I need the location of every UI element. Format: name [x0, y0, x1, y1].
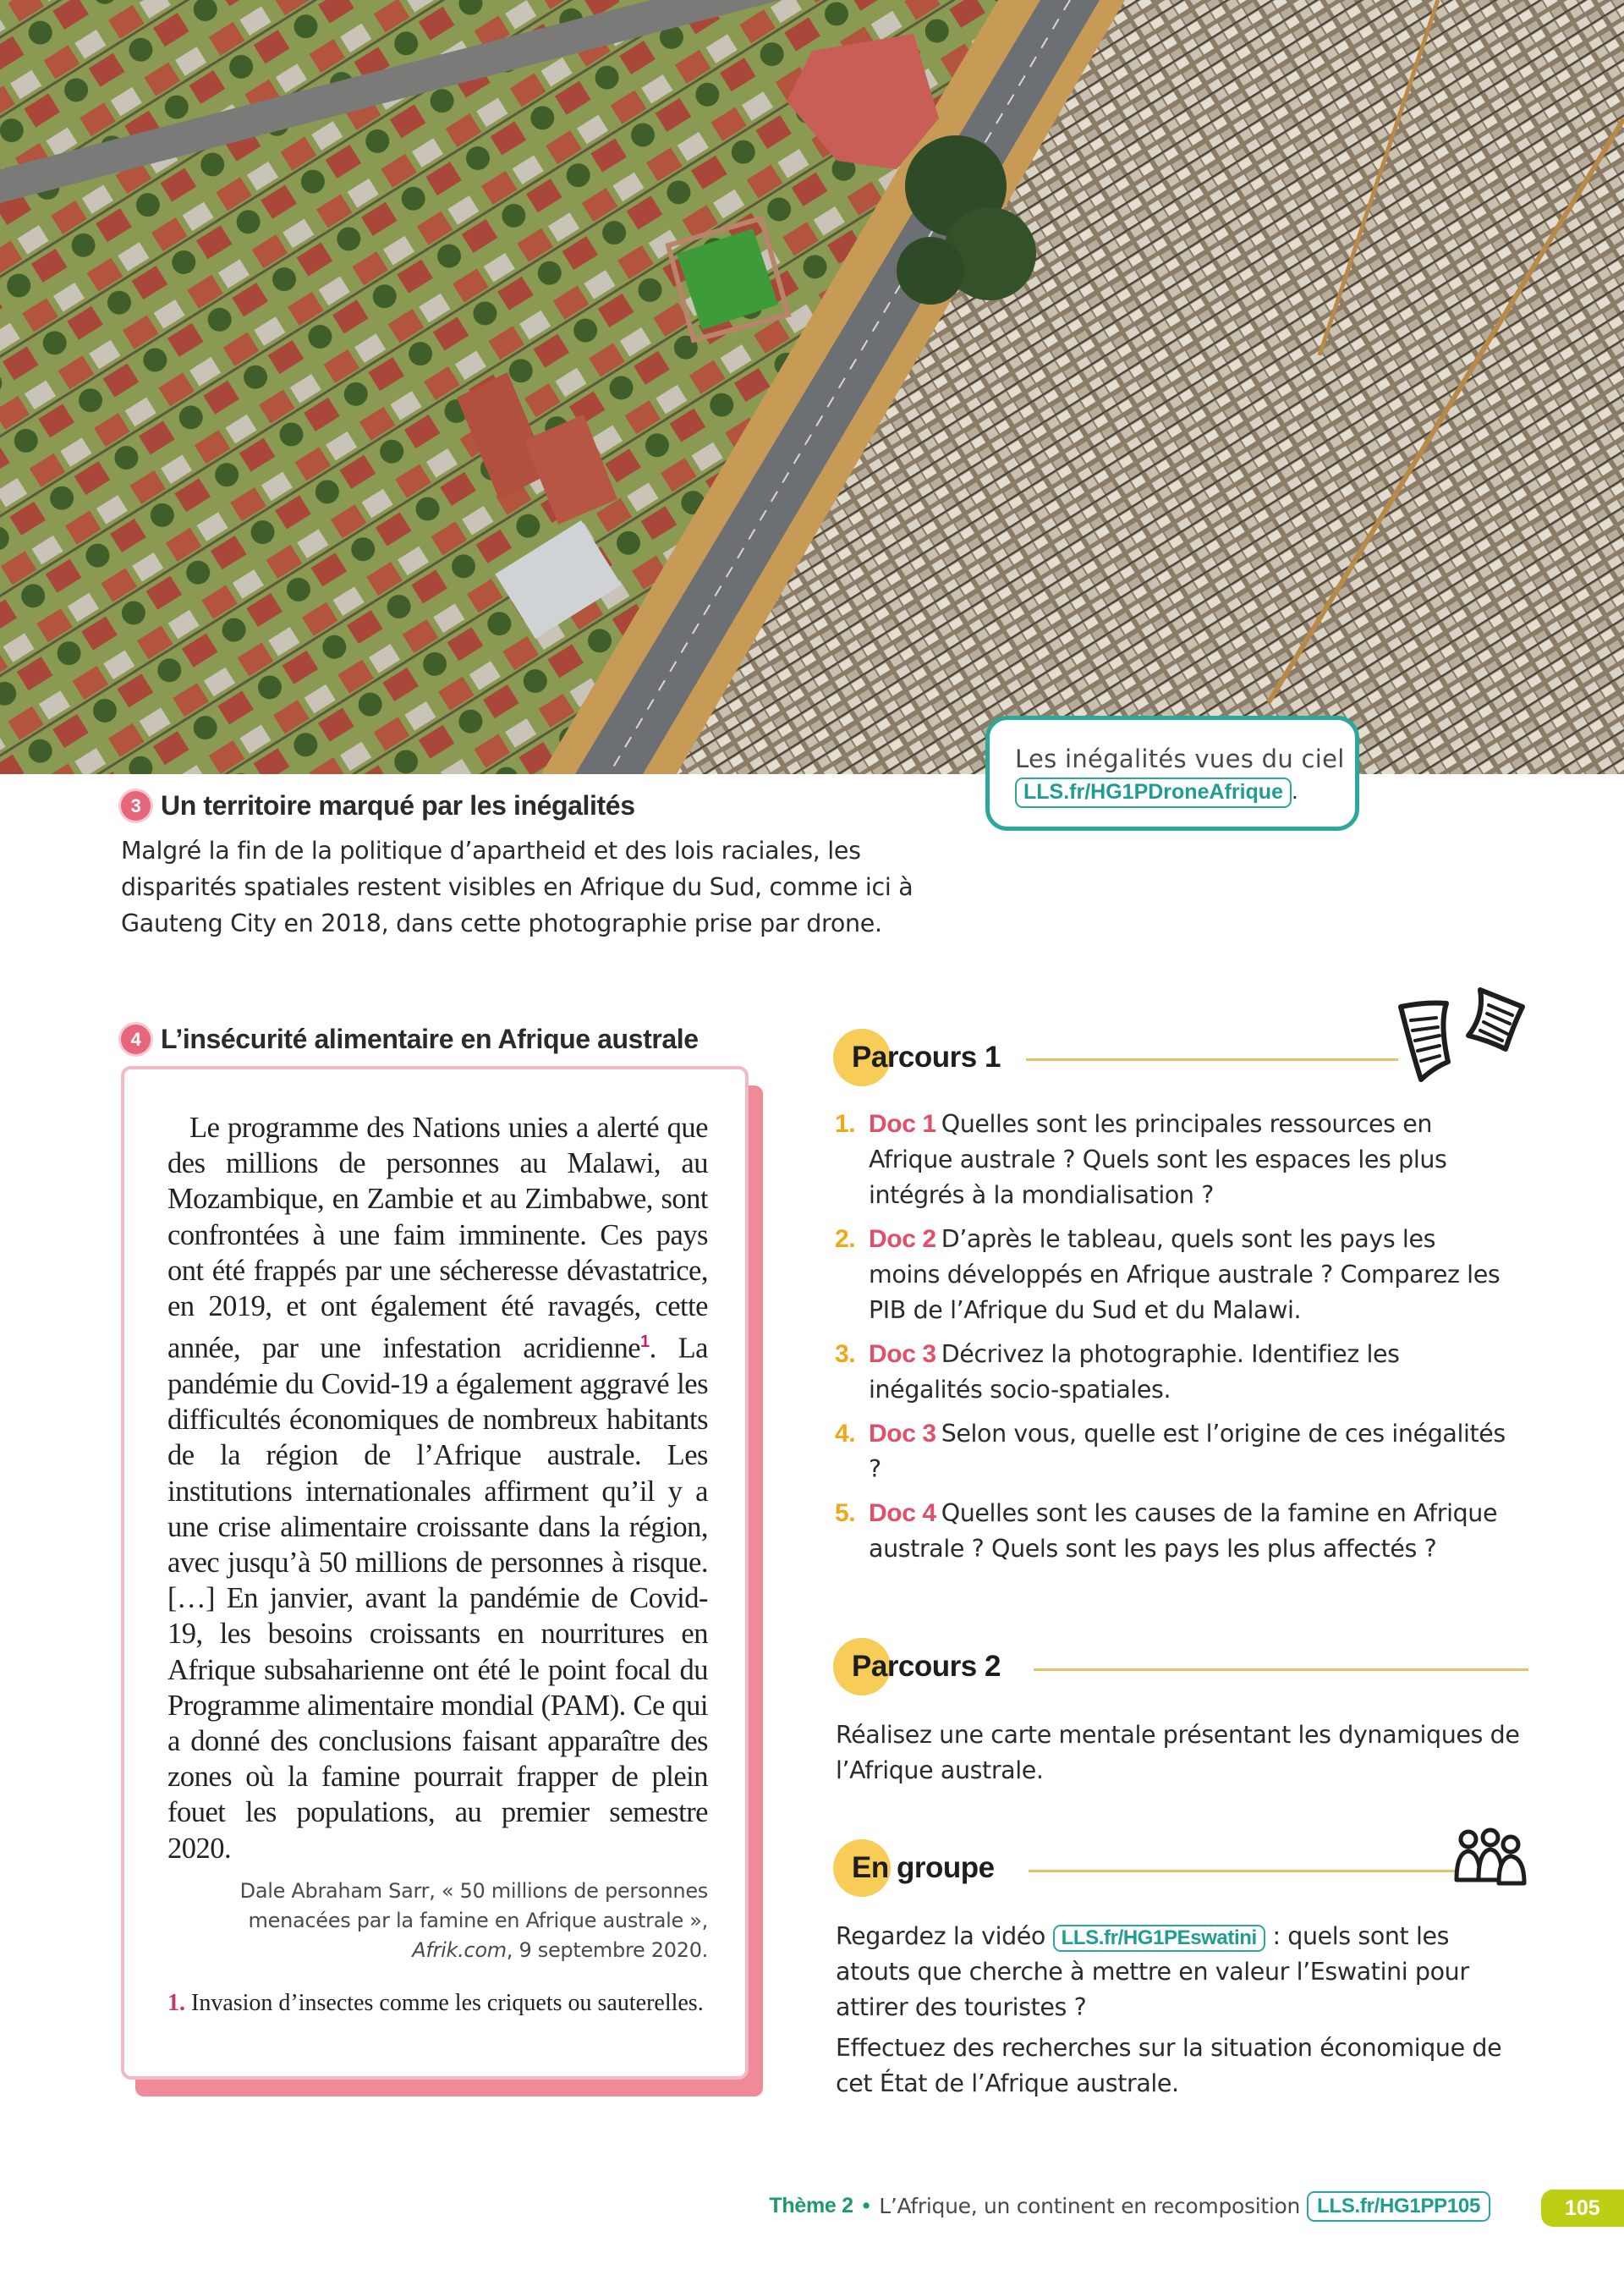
- source-publication: Afrik.com: [412, 1937, 507, 1962]
- en-groupe-label: [833, 1851, 995, 1885]
- doc-reference: Doc 4: [869, 1499, 936, 1527]
- video-callout: [985, 716, 1359, 831]
- question-text: Quelles sont les causes de la famine en Afrique australe ? Quels sont les pays les plus affectés ?: [869, 1499, 1498, 1563]
- parcours2-label: [833, 1650, 1001, 1684]
- question-text: D’après le tableau, quels sont les pays les moins développés en Afrique australe ? Comparez les PIB de l’Afrique du Sud et du Malawi.: [869, 1225, 1501, 1324]
- doc-reference: Doc 3: [869, 1340, 936, 1368]
- question-text: Décrivez la photographie. Identifiez les inégalités socio-spatiales.: [869, 1340, 1400, 1404]
- instruction-text-before: Regardez la vidéo: [836, 1922, 1045, 1950]
- source-date: , 9 septembre 2020.: [506, 1937, 708, 1962]
- doc3-title: Un territoire marqué par les inégalités: [161, 790, 635, 821]
- question-number: 1.: [835, 1110, 856, 1138]
- callout-link-row: [1015, 778, 1355, 808]
- question-item: [833, 1416, 1510, 1487]
- question-number: 5.: [835, 1499, 856, 1527]
- doc4-footnote: [167, 1987, 708, 2019]
- footnote-text: Invasion d’insectes comme les criquets ou sauterelles.: [191, 1989, 704, 2016]
- question-number: 3.: [835, 1340, 856, 1368]
- doc-reference: Doc 1: [869, 1110, 936, 1138]
- group-icon: [1453, 1827, 1529, 1888]
- label-rest: rcours 1: [886, 1041, 1001, 1074]
- parcours2-text: Réalisez une carte mentale présentant les dynamiques de l’Afrique australe.: [836, 1721, 1520, 1784]
- page-footer: [769, 2191, 1490, 2222]
- parcours1-questions: [833, 1107, 1510, 1575]
- eswatini-video-link[interactable]: LLS.fr/HG1PEswatini: [1053, 1925, 1265, 1952]
- footer-separator: •: [859, 2194, 873, 2219]
- parcours1-rule: [1026, 1058, 1398, 1061]
- aerial-photo: [0, 0, 1624, 774]
- quote-part-1: Le programme des Nations unies a alerté que des millions de personnes au Malawi, au Mozambique, en Zambie et au Zimbabwe, sont confrontées à une faim imminente. Ces pays ont été frappés par une sécheresse dévastatrice, en 2019, et ont également été ravagés, cette année, par une infestation acridienne: [167, 1112, 708, 1365]
- en-groupe-instruction-2: Effectuez des recherches sur la situation économique de cet État de l’Afrique australe.: [836, 2034, 1502, 2097]
- question-item: [833, 1107, 1510, 1213]
- doc4-source: [167, 1877, 708, 1965]
- question-text: Quelles sont les principales ressources en Afrique australe ? Quels sont les espaces les plus intégrés à la mondialisation ?: [869, 1110, 1447, 1209]
- callout-suffix: .: [1291, 778, 1298, 804]
- doc-reference: Doc 3: [869, 1420, 936, 1448]
- doc4-number-badge: 4: [121, 1025, 151, 1054]
- parcours1-label: [833, 1041, 1001, 1074]
- callout-text: Les inégalités vues du ciel: [1015, 745, 1345, 773]
- question-item: [833, 1496, 1510, 1567]
- doc3-heading: [121, 790, 635, 822]
- aerial-photo-illustration: [0, 0, 1624, 774]
- label-rest: rcours 2: [886, 1650, 1001, 1683]
- instruction-text-after: : quels sont les atouts que cherche à mettre en valeur l’Eswatini pour attirer des touristes ?: [836, 1922, 1469, 2021]
- question-number: 4.: [835, 1420, 856, 1448]
- footnote-number: 1.: [167, 1989, 185, 2016]
- en-groupe-instruction-1: [836, 1919, 1529, 2025]
- en-groupe-title: [833, 1851, 995, 1885]
- doc-reference: Doc 2: [869, 1225, 936, 1253]
- parcours1-title: [833, 1041, 1001, 1074]
- question-item: [833, 1337, 1510, 1408]
- en-groupe-rule: [1029, 1870, 1460, 1872]
- label-highlight: Pa: [852, 1650, 887, 1683]
- quote-part-2: . La pandémie du Covid-19 a également aggravé les difficultés économiques de nombreux habitants de la région de l’Afrique australe. Les institutions internationales affirment qu’il y a une crise alimentaire croissante dans la région, avec jusqu’à 50 millions de personnes à risque. […] En janvier, avant la pandémie de Covid-19, les besoins croissants en nourritures en Afrique subsaharienne ont été le point focal du Programme alimentaire mondial (PAM). Ce qui a donné des conclusions faisant apparaître des zones où la famine pourrait frapper de plein fouet les populations, au premier semestre 2020.: [167, 1332, 708, 1865]
- question-text: Selon vous, quelle est l’origine de ces inégalités ?: [869, 1420, 1506, 1483]
- doc4-heading: [121, 1024, 699, 1055]
- drone-video-link[interactable]: LLS.fr/HG1PDroneAfrique: [1015, 778, 1292, 808]
- source-author-title: Dale Abraham Sarr, « 50 millions de personnes menacées par la famine en Afrique australe »,: [239, 1878, 708, 1932]
- doc4-title: L’insécurité alimentaire en Afrique australe: [161, 1024, 699, 1054]
- parcours2-rule: [1034, 1668, 1528, 1671]
- question-item: [833, 1222, 1510, 1328]
- page-number-tab: 105: [1541, 2190, 1624, 2227]
- footnote-reference: 1: [640, 1333, 650, 1352]
- doc4-quote: [167, 1110, 708, 1866]
- label-highlight: En: [852, 1851, 889, 1884]
- parcours2-title: [833, 1650, 1001, 1684]
- label-rest: groupe: [888, 1851, 995, 1884]
- page-link[interactable]: LLS.fr/HG1PP105: [1307, 2191, 1490, 2222]
- footer-theme: Thème 2: [769, 2194, 853, 2218]
- doc4-textbox: [121, 1066, 749, 2080]
- doc3-caption: Malgré la fin de la politique d’apartheid et des lois raciales, les disparités spatiales restent visibles en Afrique du Sud, comme ici à Gauteng City en 2018, dans cette photographie prise par drone.: [121, 837, 914, 937]
- footer-subtitle: L’Afrique, un continent en recomposition: [879, 2194, 1301, 2219]
- doc3-number-badge: 3: [121, 791, 151, 821]
- question-number: 2.: [835, 1225, 856, 1253]
- label-highlight: Pa: [852, 1041, 887, 1074]
- documents-icon: [1387, 973, 1535, 1087]
